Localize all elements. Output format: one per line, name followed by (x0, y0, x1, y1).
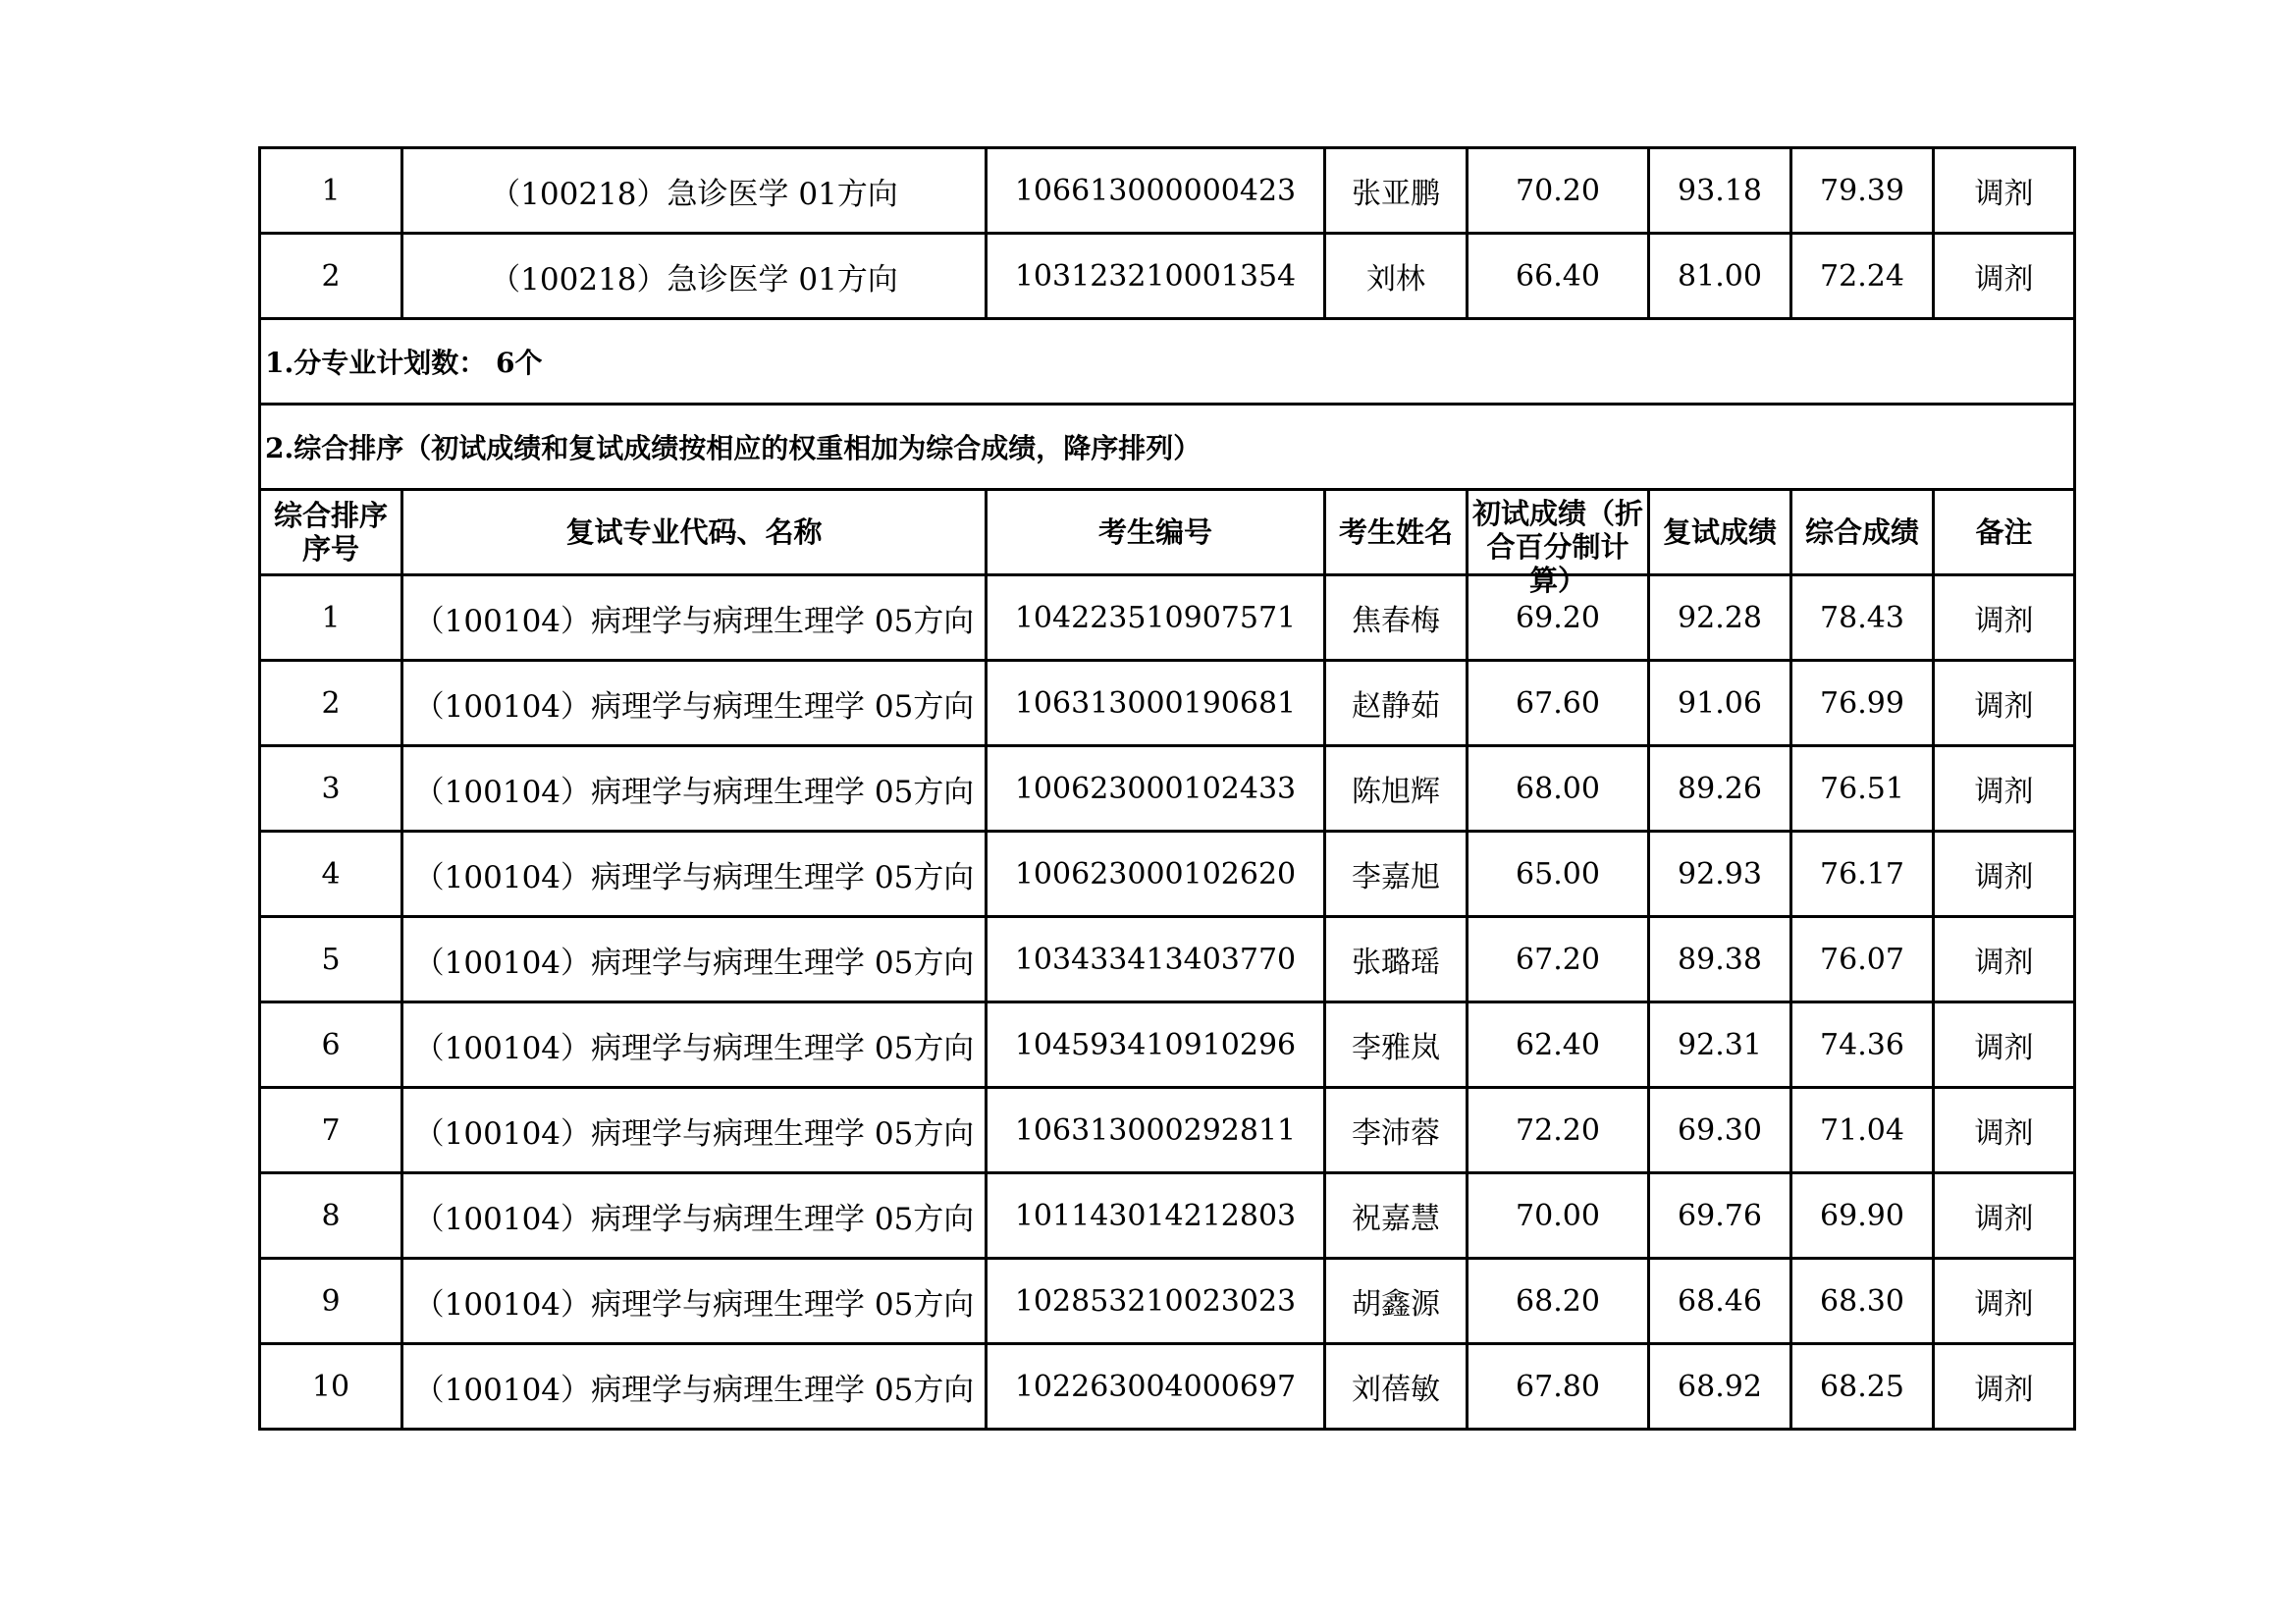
cell-initial-score: 67.80 (1468, 1344, 1649, 1430)
cell-rank: 10 (260, 1344, 402, 1430)
cell-initial-score: 65.00 (1468, 832, 1649, 917)
cell-name: 刘林 (1325, 234, 1468, 319)
cell-remark: 调剂 (1934, 148, 2075, 234)
cell-major: （100104）病理学与病理生理学 05方向 (402, 1173, 987, 1259)
cell-total-score: 68.30 (1791, 1259, 1934, 1344)
cell-rank: 3 (260, 746, 402, 832)
ranking-rule-note: 2.综合排序（初试成绩和复试成绩按相应的权重相加为综合成绩，降序排列） (260, 405, 2075, 490)
cell-total-score: 74.36 (1791, 1002, 1934, 1088)
cell-exam-id: 106313000292811 (987, 1088, 1325, 1173)
header-initial-score-text: 初试成绩（折合百分制计算） (1471, 497, 1643, 597)
cell-retest-score: 69.76 (1649, 1173, 1791, 1259)
cell-exam-id: 102263004000697 (987, 1344, 1325, 1430)
cell-name: 赵静茹 (1325, 661, 1468, 746)
cell-name: 刘蓓敏 (1325, 1344, 1468, 1430)
table-row (260, 746, 2075, 832)
cell-name: 焦春梅 (1325, 575, 1468, 661)
cell-total-score: 76.99 (1791, 661, 1934, 746)
cell-rank: 4 (260, 832, 402, 917)
cell-name: 陈旭辉 (1325, 746, 1468, 832)
cell-exam-id: 100623000102433 (987, 746, 1325, 832)
cell-rank: 6 (260, 1002, 402, 1088)
cell-remark: 调剂 (1934, 746, 2075, 832)
cell-remark: 调剂 (1934, 917, 2075, 1002)
cell-initial-score: 70.20 (1468, 148, 1649, 234)
cell-major: （100104）病理学与病理生理学 05方向 (402, 1259, 987, 1344)
cell-initial-score: 69.20 (1468, 575, 1649, 661)
cell-exam-id: 106313000190681 (987, 661, 1325, 746)
cell-name: 张璐瑶 (1325, 917, 1468, 1002)
table-row (260, 1088, 2075, 1173)
cell-major: （100104）病理学与病理生理学 05方向 (402, 1088, 987, 1173)
cell-remark: 调剂 (1934, 1259, 2075, 1344)
cell-total-score: 72.24 (1791, 234, 1934, 319)
cell-rank: 5 (260, 917, 402, 1002)
cell-major: （100104）病理学与病理生理学 05方向 (402, 575, 987, 661)
cell-name: 李沛蓉 (1325, 1088, 1468, 1173)
cell-remark: 调剂 (1934, 1002, 2075, 1088)
cell-exam-id: 104223510907571 (987, 575, 1325, 661)
cell-retest-score: 89.26 (1649, 746, 1791, 832)
cell-initial-score: 68.20 (1468, 1259, 1649, 1344)
cell-rank: 8 (260, 1173, 402, 1259)
cell-total-score: 69.90 (1791, 1173, 1934, 1259)
header-rank: 综合排序序号 (260, 490, 402, 575)
header-exam-id: 考生编号 (987, 490, 1325, 575)
table-row (260, 1173, 2075, 1259)
cell-rank: 2 (260, 661, 402, 746)
cell-retest-score: 81.00 (1649, 234, 1791, 319)
cell-total-score: 76.17 (1791, 832, 1934, 917)
table-row (260, 148, 2075, 234)
table-row (260, 234, 2075, 319)
cell-rank: 2 (260, 234, 402, 319)
cell-name: 祝嘉慧 (1325, 1173, 1468, 1259)
cell-retest-score: 92.31 (1649, 1002, 1791, 1088)
score-table (258, 146, 2076, 1431)
cell-major: （100104）病理学与病理生理学 05方向 (402, 917, 987, 1002)
ranked-rows (260, 575, 2075, 1430)
cell-remark: 调剂 (1934, 832, 2075, 917)
header-initial-score (1468, 490, 1649, 597)
cell-remark: 调剂 (1934, 1173, 2075, 1259)
header-name: 考生姓名 (1325, 490, 1468, 575)
cell-total-score: 71.04 (1791, 1088, 1934, 1173)
cell-initial-score: 68.00 (1468, 746, 1649, 832)
cell-total-score: 79.39 (1791, 148, 1934, 234)
cell-rank: 9 (260, 1259, 402, 1344)
cell-exam-id: 101143014212803 (987, 1173, 1325, 1259)
cell-retest-score: 92.93 (1649, 832, 1791, 917)
cell-initial-score: 67.20 (1468, 917, 1649, 1002)
cell-initial-score: 70.00 (1468, 1173, 1649, 1259)
cell-remark: 调剂 (1934, 661, 2075, 746)
cell-total-score: 78.43 (1791, 575, 1934, 661)
cell-exam-id: 102853210023023 (987, 1259, 1325, 1344)
cell-name: 李嘉旭 (1325, 832, 1468, 917)
cell-major: （100104）病理学与病理生理学 05方向 (402, 832, 987, 917)
cell-major: （100104）病理学与病理生理学 05方向 (402, 661, 987, 746)
header-major: 复试专业代码、名称 (402, 490, 987, 575)
cell-name: 李雅岚 (1325, 1002, 1468, 1088)
cell-remark: 调剂 (1934, 234, 2075, 319)
cell-retest-score: 93.18 (1649, 148, 1791, 234)
cell-major: （100218）急诊医学 01方向 (402, 234, 987, 319)
top-rows (260, 148, 2075, 319)
cell-retest-score: 89.38 (1649, 917, 1791, 1002)
cell-remark: 调剂 (1934, 1088, 2075, 1173)
cell-initial-score: 62.40 (1468, 1002, 1649, 1088)
table-row (260, 661, 2075, 746)
cell-rank: 1 (260, 575, 402, 661)
cell-exam-id: 100623000102620 (987, 832, 1325, 917)
ranking-rule-row (260, 405, 2075, 490)
cell-major: （100218）急诊医学 01方向 (402, 148, 987, 234)
cell-total-score: 76.07 (1791, 917, 1934, 1002)
cell-major: （100104）病理学与病理生理学 05方向 (402, 746, 987, 832)
cell-initial-score: 66.40 (1468, 234, 1649, 319)
header-remark: 备注 (1934, 490, 2075, 575)
cell-major: （100104）病理学与病理生理学 05方向 (402, 1344, 987, 1430)
table-row (260, 575, 2075, 661)
cell-initial-score: 72.20 (1468, 1088, 1649, 1173)
table-row (260, 1344, 2075, 1430)
notes (260, 319, 2075, 597)
plan-count-note: 1.分专业计划数： 6个 (260, 319, 2075, 405)
table-row (260, 832, 2075, 917)
cell-retest-score: 68.92 (1649, 1344, 1791, 1430)
cell-total-score: 76.51 (1791, 746, 1934, 832)
cell-exam-id: 103433413403770 (987, 917, 1325, 1002)
header-total-score: 综合成绩 (1791, 490, 1934, 575)
table-header-row (260, 490, 2075, 575)
cell-rank: 7 (260, 1088, 402, 1173)
cell-total-score: 68.25 (1791, 1344, 1934, 1430)
cell-retest-score: 91.06 (1649, 661, 1791, 746)
header-retest-score: 复试成绩 (1649, 490, 1791, 575)
cell-retest-score: 69.30 (1649, 1088, 1791, 1173)
table-row (260, 917, 2075, 1002)
cell-remark: 调剂 (1934, 1344, 2075, 1430)
cell-major: （100104）病理学与病理生理学 05方向 (402, 1002, 987, 1088)
table-row (260, 1002, 2075, 1088)
cell-rank: 1 (260, 148, 402, 234)
cell-exam-id: 106613000000423 (987, 148, 1325, 234)
cell-initial-score: 67.60 (1468, 661, 1649, 746)
cell-retest-score: 68.46 (1649, 1259, 1791, 1344)
cell-exam-id: 103123210001354 (987, 234, 1325, 319)
cell-retest-score: 92.28 (1649, 575, 1791, 661)
cell-name: 胡鑫源 (1325, 1259, 1468, 1344)
cell-exam-id: 104593410910296 (987, 1002, 1325, 1088)
cell-remark: 调剂 (1934, 575, 2075, 661)
cell-name: 张亚鹏 (1325, 148, 1468, 234)
table-row (260, 1259, 2075, 1344)
plan-count-row (260, 319, 2075, 405)
